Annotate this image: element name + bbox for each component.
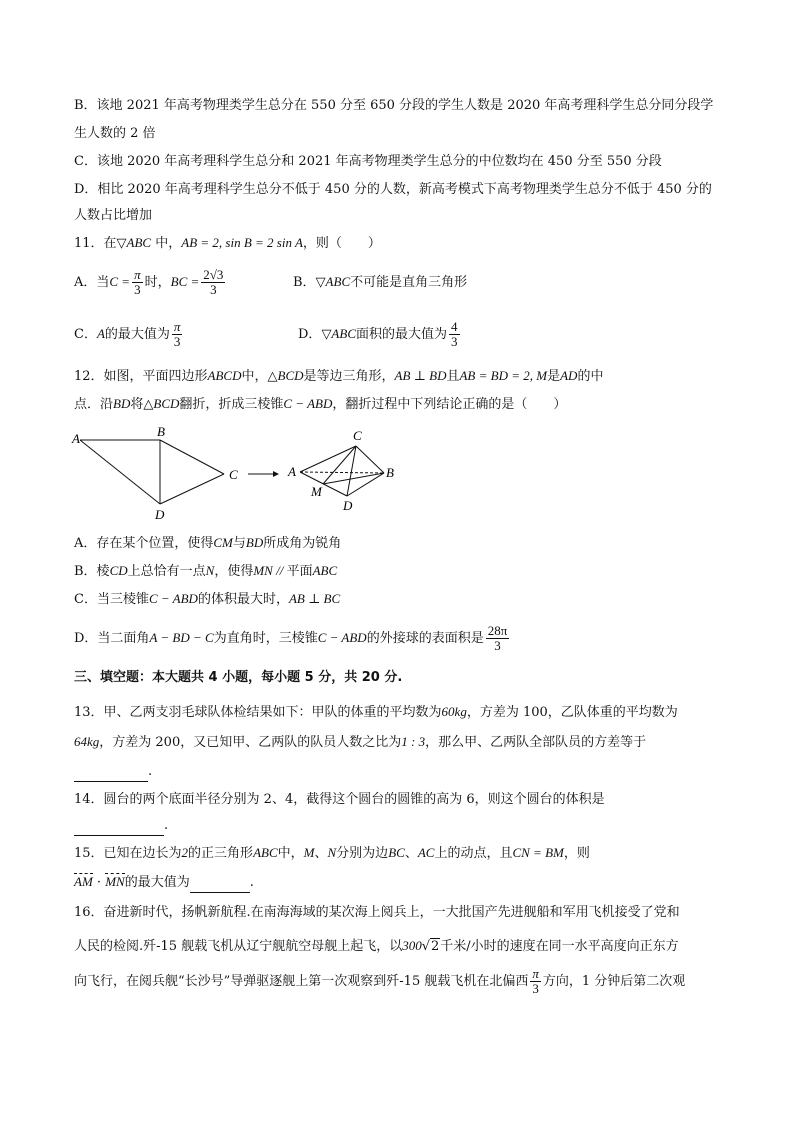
label-b-planar: B bbox=[157, 424, 165, 439]
q14-answer-line: . bbox=[74, 816, 168, 836]
planar-quadrilateral bbox=[80, 440, 224, 504]
q13-line2: 64kg，方差为 200，又已知甲、乙两队的队员人数之比为1 : 3，那么甲、乙两队全部队员的方差等于 bbox=[74, 734, 647, 750]
q10-option-b-line2: 生人数的 2 倍 bbox=[74, 126, 156, 141]
label-b-tetra: B bbox=[386, 465, 394, 480]
q14-line1: 14．圆台的两个底面半径分别为 2、4，截得这个圆台的圆锥的高为 6，则这个圆台的体积是 bbox=[74, 792, 605, 807]
q10-option-d-line2: 人数占比增加 bbox=[74, 208, 153, 223]
q10-option-c: C．该地 2020 年高考理科学生总分和 2021 年高考物理类学生总分的中位数均在 450 分至 550 分段 bbox=[74, 154, 662, 169]
fraction: $\frac{\pi}{3}$ bbox=[532, 966, 539, 996]
folding-diagram bbox=[66, 424, 406, 524]
q10-option-d-line1: D．相比 2020 年高考理科学生总分不低于 450 分的人数，新高考模式下高考物理类学生总分不低于 450 分的 bbox=[74, 182, 712, 197]
q11-option-c: C．A的最大值为 $\frac{\pi}{3}$ bbox=[74, 319, 181, 349]
q15-line2: AM · MN的最大值为 . bbox=[74, 872, 254, 893]
q10-option-b-line1: B．该地 2021 年高考物理类学生总分在 550 分至 650 分段的学生人数是 2020 年高考理科学生总分同分段学 bbox=[74, 98, 714, 113]
q11-option-b: B．▽ABC不可能是直角三角形 bbox=[293, 274, 468, 290]
label-a-tetra: A bbox=[288, 464, 296, 479]
q16-line1: 16．奋进新时代，扬帆新航程.在南海海域的某次海上阅兵上，一大批国产先进舰船和军用飞机接受了党和 bbox=[74, 905, 680, 920]
arrow-icon bbox=[248, 471, 279, 477]
label-d-tetra: D bbox=[343, 498, 353, 513]
label-m-tetra: M bbox=[311, 484, 322, 499]
q12-option-d: D．当二面角A − BD − C为直角时，三棱锥C − ABD的外接球的表面积是 $\frac{28\pi}{3}$ bbox=[74, 623, 508, 653]
fraction: $\frac{28\pi}{3}$ bbox=[487, 623, 508, 653]
q11-option-d: D．▽ABC面积的最大值为 $\frac{4}{3}$ bbox=[298, 319, 458, 349]
q16-line2: 人民的检阅.歼-15 舰载飞机从辽宁舰航空母舰上起飞，以300√2千米/小时的速度在同一水平高度向正东方 bbox=[74, 938, 679, 954]
fraction: $\frac{2√3}{3}$ bbox=[203, 267, 224, 297]
q15-line1: 15．已知在边长为2的正三角形ABC中，M、N分别为边BC、AC上的动点，且CN = BM，则 bbox=[74, 845, 590, 861]
vector-am: AM bbox=[74, 874, 93, 889]
q11-stem: 11．在▽ABC 中，AB = 2, sin B = 2 sin A，则（ ） bbox=[74, 235, 381, 251]
label-c-tetra: C bbox=[353, 428, 362, 443]
label-a-planar: A bbox=[72, 431, 80, 446]
sqrt-icon: √ bbox=[421, 939, 430, 954]
q12-option-c: C．当三棱锥C − ABD的体积最大时，AB ⊥ BC bbox=[74, 591, 341, 607]
label-c-planar: C bbox=[229, 467, 238, 482]
q13-answer-line: . bbox=[74, 762, 152, 782]
q12-stem-line2: 点．沿BD将△BCD翻折，折成三棱锥C − ABD，翻折过程中下列结论正确的是（ ） bbox=[74, 396, 567, 412]
answer-blank[interactable] bbox=[74, 767, 148, 782]
q16-line3: 向飞行，在阅兵舰“长沙号”导弹驱逐舰上第一次观察到歼-15 舰载飞机在北偏西 $\frac{\pi}{3}$ 方向，1 分钟后第二次观 bbox=[74, 966, 686, 996]
q12-option-a: A．存在某个位置，使得CM与BD所成角为锐角 bbox=[74, 535, 342, 551]
answer-blank[interactable] bbox=[190, 878, 250, 893]
fraction: $\frac{\pi}{3}$ bbox=[173, 319, 181, 349]
q13-line1: 13．甲、乙两支羽毛球队体检结果如下：甲队的体重的平均数为60kg，方差为 100，乙队体重的平均数为 bbox=[74, 704, 678, 720]
q11-option-a: A．当C = $\frac{\pi}{3}$ 时，BC = $\frac{2√3}{3}$ bbox=[74, 267, 224, 297]
q12-stem-line1: 12．如图，平面四边形ABCD中，△BCD是等边三角形，AB ⊥ BD且AB = BD = 2, M是AD的中 bbox=[74, 368, 604, 384]
section-3-heading: 三、填空题：本大题共 4 小题，每小题 5 分，共 20 分. bbox=[74, 670, 403, 685]
q12-option-b: B．棱CD上总恰有一点N，使得MN // 平面ABC bbox=[74, 563, 338, 579]
fraction: $\frac{\pi}{3}$ bbox=[134, 267, 141, 297]
label-d-planar: D bbox=[155, 507, 165, 522]
answer-blank[interactable] bbox=[74, 821, 164, 836]
vector-mn: MN bbox=[105, 874, 125, 889]
fraction: $\frac{4}{3}$ bbox=[451, 319, 458, 349]
